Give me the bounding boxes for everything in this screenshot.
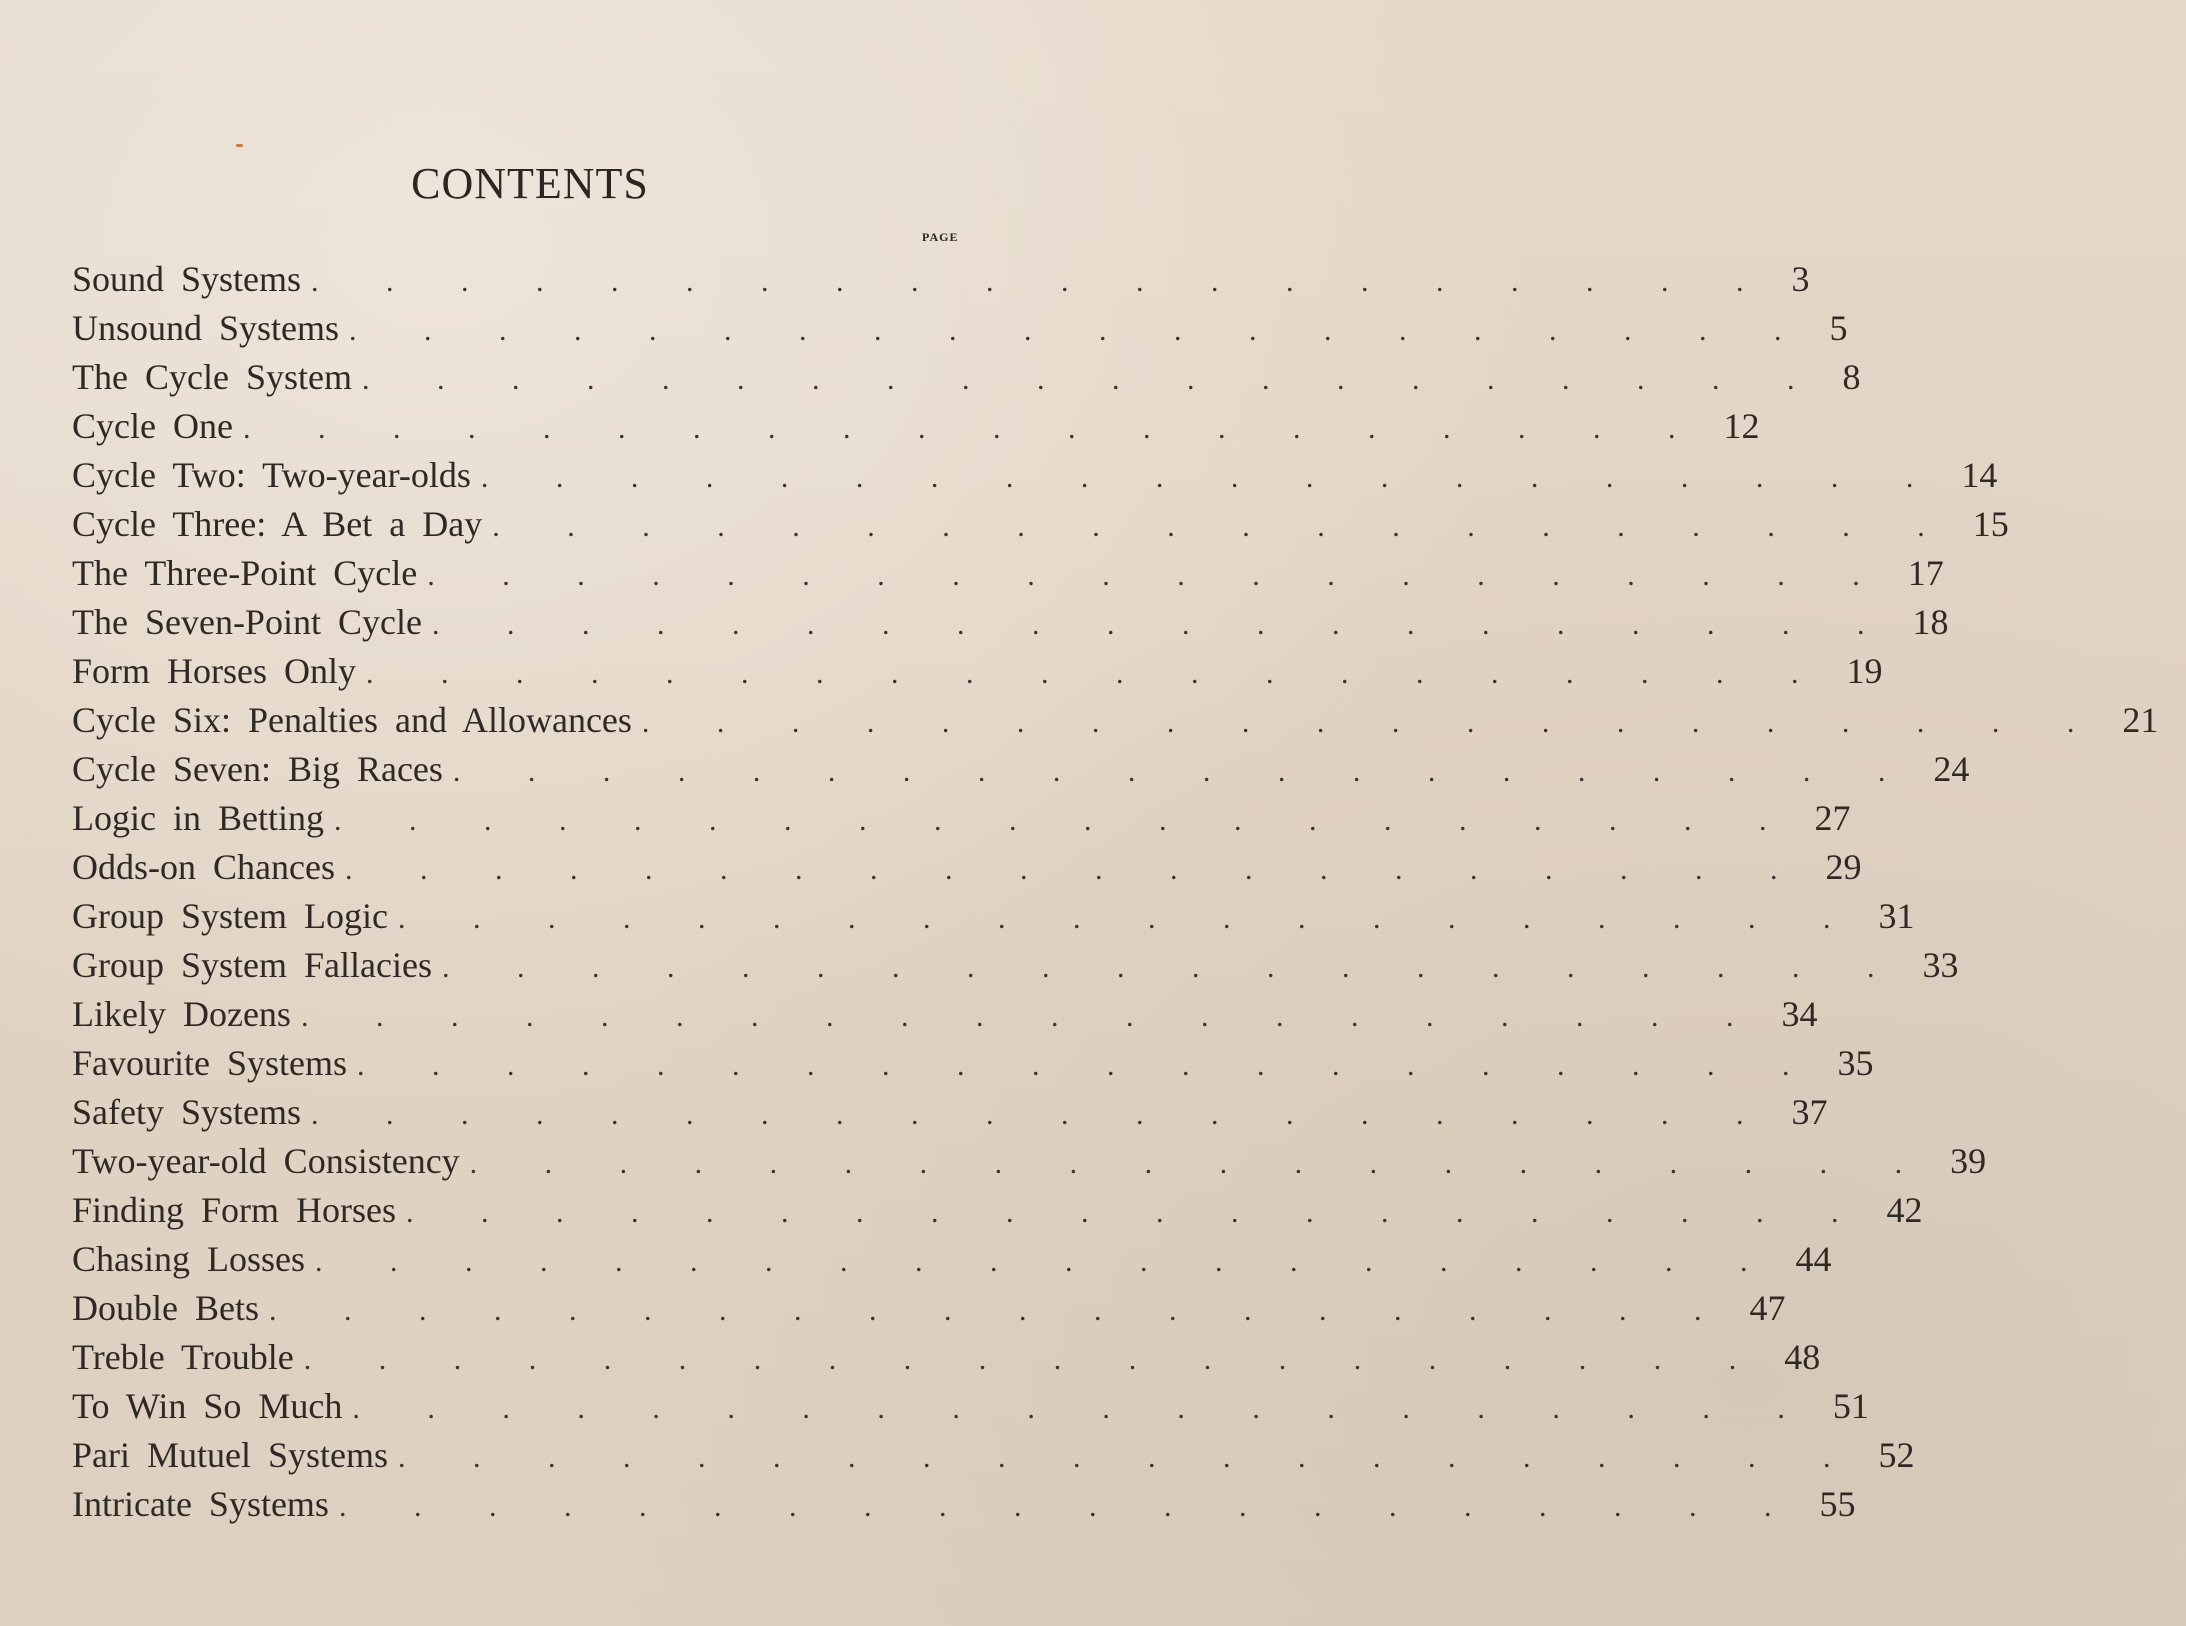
toc-entry-page: 31 (1878, 896, 1915, 936)
dot-leader: . . . . . . . . . . . . . . . . . . . . (338, 1490, 1802, 1523)
dot-leader: . . . . . . . . . . . . . . . . . . . . (300, 1000, 1764, 1033)
toc-entry (72, 650, 1883, 699)
toc-entry-title: To Win So Much (72, 1386, 343, 1426)
toc-entry (72, 356, 1861, 405)
toc-entry-title: The Cycle System (72, 357, 352, 397)
toc-entry-title: Cycle Seven: Big Races (72, 749, 443, 789)
page-title: CONTENTS (411, 159, 649, 208)
toc-entry-page: 29 (1825, 847, 1862, 887)
toc-entry-page: 27 (1814, 798, 1851, 838)
toc-entry (72, 1238, 1832, 1287)
toc-entry-title: Double Bets (72, 1288, 259, 1328)
toc-entry (72, 1483, 1856, 1532)
toc-entry-title: Treble Trouble (72, 1337, 294, 1377)
dot-leader: . . . . . . . . . . . . . . . . . . . . (427, 559, 1890, 592)
toc-entry-title: Cycle One (72, 406, 233, 446)
toc-entry-title: Two-year-old Consistency (72, 1141, 460, 1181)
show-through-text (620, 70, 627, 102)
dot-leader: . . . . . . . . . . . . . . . . . . . . (242, 412, 1706, 445)
dot-leader: . . . . . . . . . . . . . . . . . . . . (311, 265, 1774, 298)
toc-entry-title: Intricate Systems (72, 1484, 329, 1524)
toc-entry-title: Finding Form Horses (72, 1190, 397, 1230)
dot-leader: . . . . . . . . . . . . . . . . . . . . (469, 1147, 1933, 1180)
toc-entry-title: Favourite Systems (72, 1043, 347, 1083)
toc-entry-page: 44 (1795, 1239, 1832, 1279)
dot-leader: . . . . . . . . . . . . . . . . . . . . (352, 1392, 1815, 1425)
toc-entry (72, 797, 1851, 846)
dot-leader: . . . . . . . . . . . . . . . . . . . . (480, 461, 1944, 494)
dot-leader: . . . . . . . . . . . . . . . . . . . . (333, 804, 1797, 837)
toc-entry (72, 846, 1862, 895)
dot-leader: . . . . . . . . . . . . . . . . . . . . (492, 510, 1955, 543)
toc-entry (72, 258, 1810, 307)
toc-entry-title: Pari Mutuel Systems (72, 1435, 389, 1475)
toc-entry-page: 24 (1933, 749, 1970, 789)
dot-leader: . . . . . . . . . . . . . . . . . . . . (641, 706, 2105, 739)
toc-entry-page: 15 (1972, 504, 2009, 544)
toc-entry (72, 1042, 1874, 1091)
toc-entry-title: Safety Systems (72, 1092, 301, 1132)
dot-leader: . . . . . . . . . . . . . . . . . . . . (431, 608, 1895, 641)
toc-entry (72, 944, 1959, 993)
toc-entry-title: Group System Fallacies (72, 945, 432, 985)
toc-entry-page: 5 (1829, 308, 1848, 348)
toc-entry-title: Odds-on Chances (72, 847, 335, 887)
toc-entry-title: The Seven-Point Cycle (72, 602, 422, 642)
table-of-contents (72, 258, 2159, 1532)
dot-leader: . . . . . . . . . . . . . . . . . . . . (315, 1245, 1778, 1278)
toc-entry-title: Group System Logic (72, 896, 388, 936)
toc-entry (72, 1140, 1987, 1189)
toc-entry (72, 1336, 1821, 1385)
toc-entry-page: 35 (1837, 1043, 1874, 1083)
ink-mark (236, 144, 243, 147)
toc-entry-page: 39 (1950, 1141, 1987, 1181)
toc-entry (72, 454, 1998, 503)
toc-entry-page: 12 (1723, 406, 1760, 446)
dot-leader: . . . . . . . . . . . . . . . . . . . . (452, 755, 1916, 788)
dot-leader: . . . . . . . . . . . . . . . . . . . . (406, 1196, 1869, 1229)
toc-entry-title: Chasing Losses (72, 1239, 305, 1279)
toc-entry-page: 21 (2122, 700, 2159, 740)
show-through-text (640, 20, 647, 52)
toc-entry-title: Unsound Systems (72, 308, 340, 348)
toc-entry (72, 748, 1970, 797)
toc-entry-page: 33 (1922, 945, 1959, 985)
toc-entry-title: Sound Systems (72, 259, 302, 299)
toc-entry (72, 1189, 1923, 1238)
toc-entry-page: 51 (1832, 1386, 1869, 1426)
toc-entry-title: Cycle Three: A Bet a Day (72, 504, 483, 544)
toc-entry (72, 307, 1848, 356)
toc-entry-page: 14 (1961, 455, 1998, 495)
toc-entry-page: 37 (1791, 1092, 1828, 1132)
page-column-label: PAGE (922, 230, 959, 244)
toc-entry-page: 42 (1886, 1190, 1923, 1230)
toc-entry-title: Likely Dozens (72, 994, 291, 1034)
dot-leader: . . . . . . . . . . . . . . . . . . . . (268, 1294, 1732, 1327)
toc-entry-title: Cycle Two: Two-year-olds (72, 455, 471, 495)
toc-entry-title: Form Horses Only (72, 651, 356, 691)
dot-leader: . . . . . . . . . . . . . . . . . . . . (344, 853, 1808, 886)
dot-leader: . . . . . . . . . . . . . . . . . . . . (311, 1098, 1774, 1131)
toc-entry (72, 405, 1760, 454)
toc-entry (72, 1287, 1786, 1336)
toc-entry-title: The Three-Point Cycle (72, 553, 418, 593)
toc-entry-page: 8 (1842, 357, 1861, 397)
toc-entry-page: 47 (1749, 1288, 1786, 1328)
toc-entry (72, 993, 1818, 1042)
toc-entry-page: 48 (1784, 1337, 1821, 1377)
dot-leader: . . . . . . . . . . . . . . . . . . . . (441, 951, 1905, 984)
dot-leader: . . . . . . . . . . . . . . . . . . . . (366, 657, 1829, 690)
toc-entry (72, 601, 1949, 650)
toc-entry-page: 3 (1791, 259, 1810, 299)
toc-entry (72, 1434, 1915, 1483)
toc-entry (72, 699, 2159, 748)
toc-entry-page: 55 (1819, 1484, 1856, 1524)
dot-leader: . . . . . . . . . . . . . . . . . . . . (397, 902, 1861, 935)
toc-entry (72, 503, 2009, 552)
dot-leader: . . . . . . . . . . . . . . . . . . . . (357, 1049, 1820, 1082)
dot-leader: . . . . . . . . . . . . . . . . . . . . (349, 314, 1812, 347)
toc-entry-page: 17 (1907, 553, 1944, 593)
toc-entry-page: 52 (1878, 1435, 1915, 1475)
toc-entry (72, 1385, 1869, 1434)
toc-entry-title: Logic in Betting (72, 798, 324, 838)
toc-entry (72, 895, 1915, 944)
toc-entry-page: 19 (1846, 651, 1883, 691)
toc-entry (72, 552, 1944, 601)
toc-entry-page: 34 (1781, 994, 1818, 1034)
toc-entry (72, 1091, 1828, 1140)
dot-leader: . . . . . . . . . . . . . . . . . . . . (361, 363, 1825, 396)
toc-entry-page: 18 (1912, 602, 1949, 642)
dot-leader: . . . . . . . . . . . . . . . . . . . . (303, 1343, 1767, 1376)
toc-entry-title: Cycle Six: Penalties and Allowances (72, 700, 632, 740)
dot-leader: . . . . . . . . . . . . . . . . . . . . (398, 1441, 1861, 1474)
